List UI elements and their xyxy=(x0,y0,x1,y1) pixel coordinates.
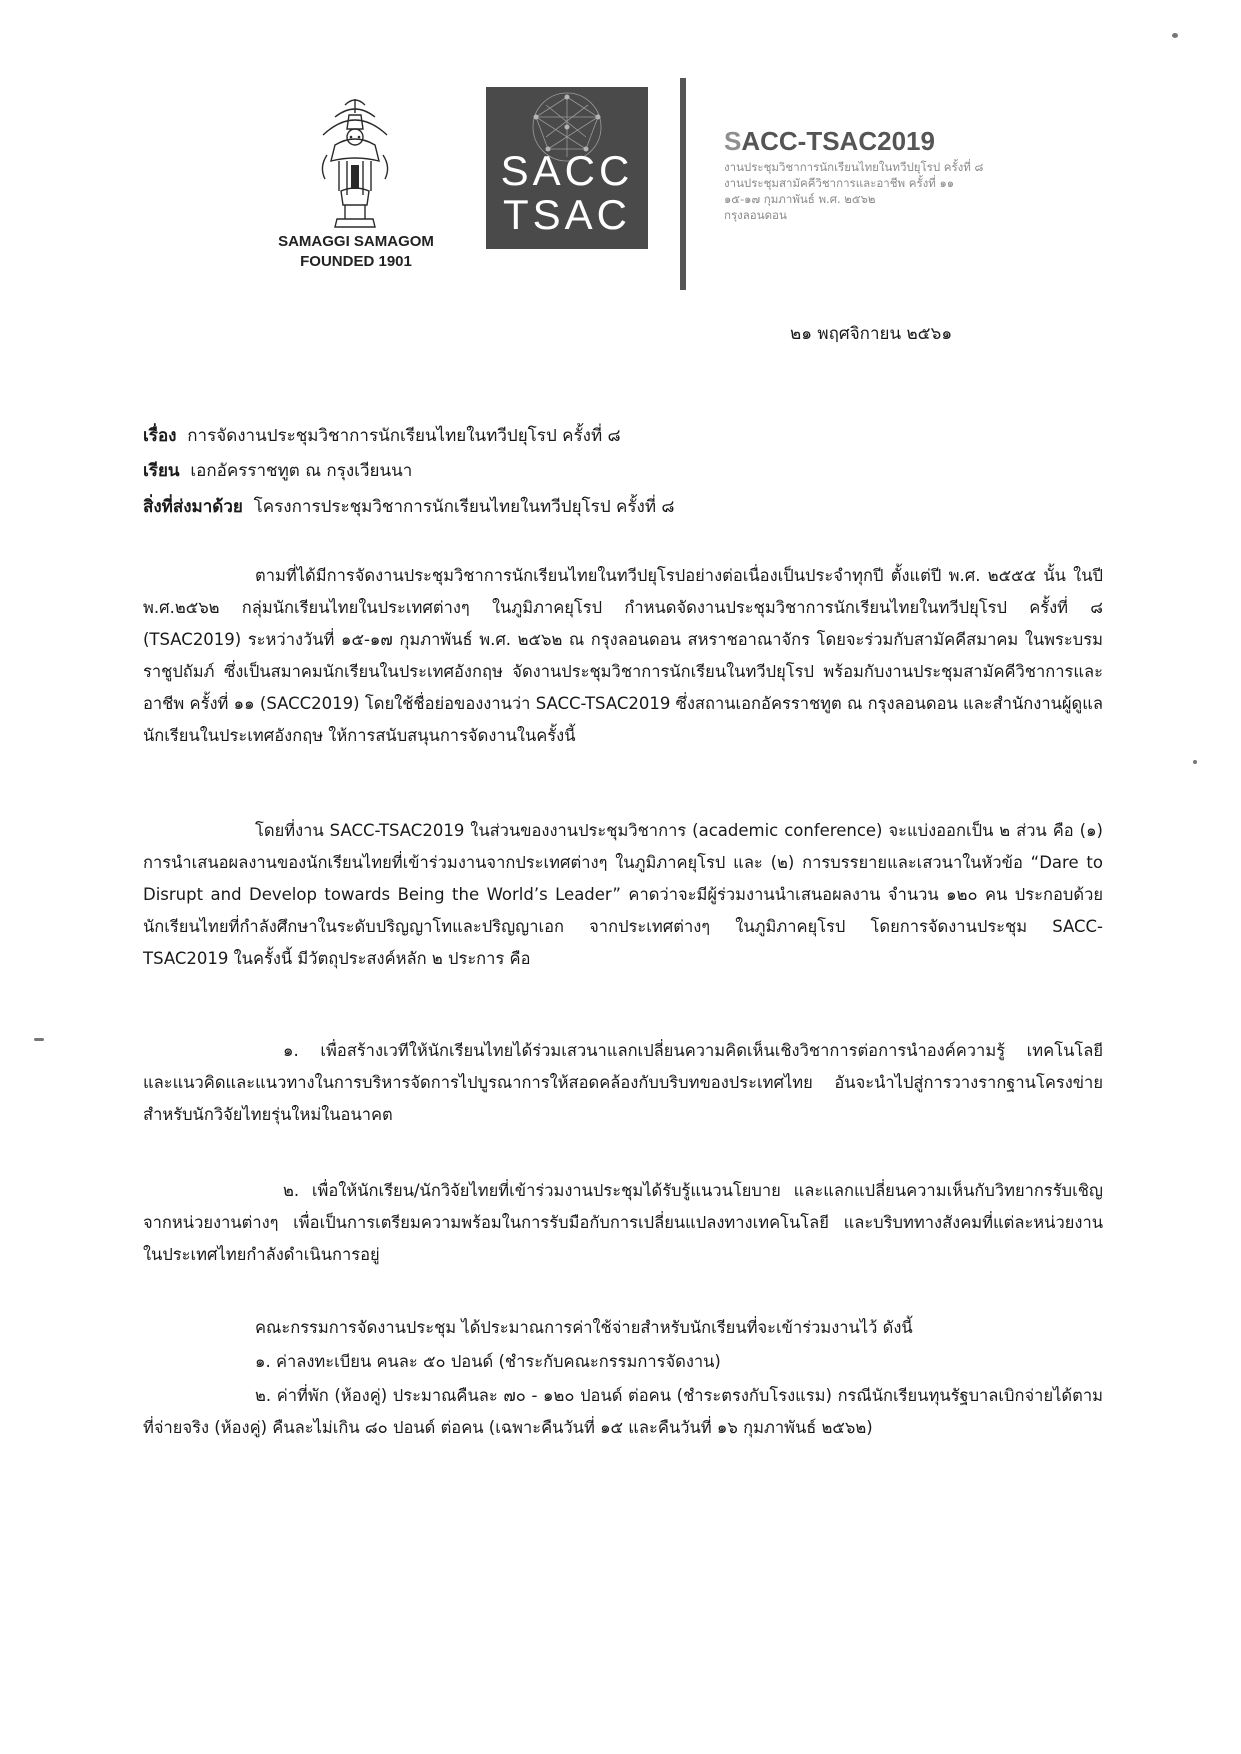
samaggi-emblem-icon xyxy=(305,95,405,230)
event-title-prefix: S xyxy=(724,126,742,156)
subject-label: เรื่อง xyxy=(143,426,177,446)
recipient-line xyxy=(143,457,412,484)
event-subtitle-line: งานประชุมสามัคคีวิชาการและอาชีพ ครั้งที่ ๑๑ xyxy=(724,176,955,190)
paragraph-text: ๒. เพื่อให้นักเรียน/นักวิจัยไทยที่เข้าร่วมงานประชุมได้รับรู้แนวนโยบาย และแลกแปลี่ยนความเห็นกับวิทยากรรับเชิญจากหน่วยงานต่างๆ เพื่อเป็นการเตรียมความพร้อมในการรับมือกับการเปลี่ยนแปลงทางเทคโนโลยี และบริบททางสังคมที่แต่ละหน่วยงานในประเทศไทยกำลังดำเนินการอยู่ xyxy=(143,1181,1103,1264)
paragraph-text: คณะกรรมการจัดงานประชุม ได้ประมาณการค่าใช้จ่ายสำหรับนักเรียนที่จะเข้าร่วมงานไว้ ดังนี้ xyxy=(255,1318,913,1337)
enclosure-label: สิ่งที่ส่งมาด้วย xyxy=(143,497,243,517)
header-divider xyxy=(680,78,686,290)
scan-speck xyxy=(34,1038,44,1041)
paragraph-text: ๒. ค่าที่พัก (ห้องคู่) ประมาณคืนละ ๗๐ - ๑๒๐ ปอนด์ ต่อคน (ชำระตรงกับโรงแรม) กรณีนักเรียนทุนรัฐบาลเบิกจ่ายได้ตามที่จ่ายจริง (ห้องคู่) คืนละไม่เกิน ๘๐ ปอนด์ ต่อคน (เฉพาะคืนวันที่ ๑๕ และคืนวันที่ ๑๖ กุมภาพันธ์ ๒๕๖๒) xyxy=(143,1386,1103,1437)
org-name-line2: FOUNDED 1901 xyxy=(300,253,412,270)
sacc-tsac-logo xyxy=(486,87,648,249)
logo-text-tsac: TSAC xyxy=(502,191,631,238)
letter-date: ๒๑ พฤศจิกายน ๒๕๖๑ xyxy=(790,324,953,344)
scan-speck xyxy=(1172,33,1178,38)
event-subtitle-line: กรุงลอนดอน xyxy=(724,208,787,222)
budget-item-1 xyxy=(143,1346,1103,1378)
recipient-label: เรียน xyxy=(143,461,180,481)
event-subtitle-line: ๑๕-๑๗ กุมภาพันธ์ พ.ศ. ๒๕๖๒ xyxy=(724,192,876,206)
logo-text-sacc: SACC xyxy=(500,147,634,194)
paragraph-text: ตามที่ได้มีการจัดงานประชุมวิชาการนักเรียนไทยในทวีปยุโรปอย่างต่อเนื่องเป็นประจำทุกปี ตั้งแต่ปี พ.ศ. ๒๕๕๕ นั้น ในปี พ.ศ.๒๕๖๒ กลุ่มนักเรียนไทยในประเทศต่างๆ ในภูมิภาคยุโรป กำหนดจัดงานประชุมวิชาการนักเรียนไทยในทวีปยุโรป ครั้งที่ ๘ (TSAC2019) ระหว่างวันที่ ๑๕-๑๗ กุมภาพันธ์ พ.ศ. ๒๕๖๒ ณ กรุงลอนดอน สหราชอาณาจักร โดยจะร่วมกับสามัคคีสมาคม ในพระบรมราชูปถัมภ์ ซึ่งเป็นสมาคมนักเรียนในประเทศอังกฤษ จัดงานประชุมวิชาการนักเรียนในทวีปยุโรป พร้อมกับงานประชุมสามัคคีวิชาการและอาชีพ ครั้งที่ ๑๑ (SACC2019) โดยใช้ชื่อย่อของงานว่า SACC-TSAC2019 ซึ่งสถานเอกอัครราชทูต ณ กรุงลอนดอน และสำนักงานผู้ดูแลนักเรียนในประเทศอังกฤษ ให้การสนับสนุนการจัดงานในครั้งนี้ xyxy=(143,566,1103,745)
paragraph-text: โดยที่งาน SACC-TSAC2019 ในส่วนของงานประชุมวิชาการ (academic conference) จะแบ่งออกเป็น ๒ ส่วน คือ (๑) การนำเสนอผลงานของนักเรียนไทยที่เข้าร่วมงานจากประเทศต่างๆ ในภูมิภาคยุโรป และ (๒) การบรรยายและเสวนาในหัวข้อ “Dare to Disrupt and Develop towards Being the World’s Leader” คาดว่าจะมีผู้ร่วมงานนำเสนอผลงาน จำนวน ๑๒๐ คน ประกอบด้วย นักเรียนไทยที่กำลังศึกษาในระดับปริญญาโทและปริญญาเอก จากประเทศต่างๆ ในภูมิภาคยุโรป โดยการจัดงานประชุม SACC-TSAC2019 ในครั้งนี้ มีวัตถุประสงค์หลัก ๒ ประการ คือ xyxy=(143,821,1103,968)
body-paragraph-1 xyxy=(143,560,1103,752)
event-title-rest: ACC-TSAC2019 xyxy=(741,126,935,156)
subject-text: การจัดงานประชุมวิชาการนักเรียนไทยในทวีปยุโรป ครั้งที่ ๘ xyxy=(187,426,621,446)
enclosure-text: โครงการประชุมวิชาการนักเรียนไทยในทวีปยุโรป ครั้งที่ ๘ xyxy=(253,497,675,517)
objective-1 xyxy=(143,1035,1103,1131)
organization-name xyxy=(256,232,456,272)
enclosure-line xyxy=(143,493,675,520)
org-name-line1: SAMAGGI SAMAGOM xyxy=(278,233,434,250)
event-title xyxy=(724,126,935,157)
recipient-text: เอกอัครราชทูต ณ กรุงเวียนนา xyxy=(190,461,413,481)
budget-intro xyxy=(143,1312,1103,1344)
event-subtitle-line: งานประชุมวิชาการนักเรียนไทยในทวีปยุโรป ครั้งที่ ๘ xyxy=(724,160,984,174)
objective-2 xyxy=(143,1175,1103,1271)
scan-speck xyxy=(1193,760,1197,764)
paragraph-text: ๑. เพื่อสร้างเวทีให้นักเรียนไทยได้ร่วมเสวนาแลกเปลี่ยนความคิดเห็นเชิงวิชาการต่อการนำองค์ความรู้ เทคโนโลยี และแนวคิดและแนวทางในการบริหารจัดการไปบูรณาการให้สอดคล้องกับบริบทของประเทศไทย อันจะนำไปสู่การวางรากฐานโครงข่ายสำหรับนักวิจัยไทยรุ่นใหม่ในอนาคต xyxy=(143,1041,1103,1124)
paragraph-text: ๑. ค่าลงทะเบียน คนละ ๕๐ ปอนด์ (ชำระกับคณะกรรมการจัดงาน) xyxy=(255,1352,721,1371)
body-paragraph-2 xyxy=(143,815,1103,975)
subject-line xyxy=(143,422,621,449)
budget-item-2 xyxy=(143,1380,1103,1444)
